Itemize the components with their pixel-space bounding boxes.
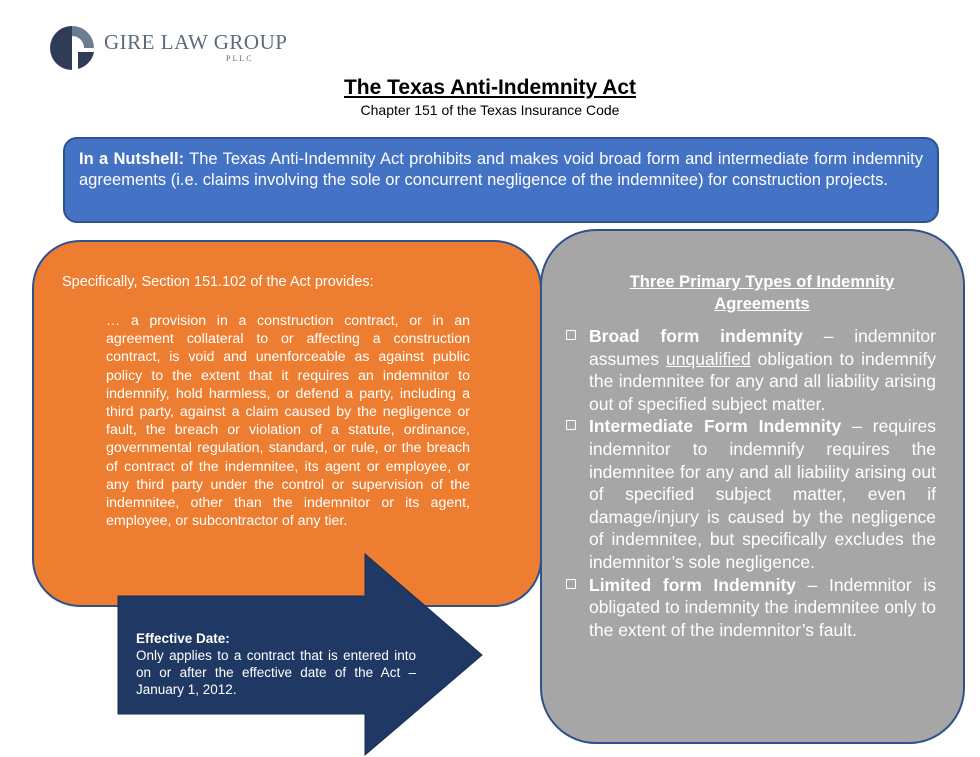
type-term: Broad form indemnity	[589, 326, 803, 346]
page-title: The Texas Anti-Indemnity Act	[343, 76, 637, 99]
type-term: Intermediate Form Indemnity	[589, 416, 842, 437]
nutshell-lead: In a Nutshell:	[79, 150, 185, 168]
list-item	[564, 325, 936, 415]
type-desc-pre: – indemnitor assumes	[589, 326, 936, 369]
logo-suffix: PLLC	[226, 54, 254, 63]
type-term: Limited form Indemnity	[589, 574, 797, 595]
indemnity-types-box	[540, 229, 965, 744]
company-logo	[48, 24, 288, 72]
effective-date-text	[136, 630, 416, 698]
checkbox-bullet-icon	[566, 579, 576, 589]
logo-name: GIRE LAW GROUP	[104, 30, 288, 54]
logo-mark-icon	[48, 24, 96, 72]
nutshell-banner	[63, 137, 939, 223]
type-desc: – requires indemnitor to indemnify requires the indemnitee for any and all liability arising out of specified subject matter, even if damage/injury is caused by the negligence of indemnitee, but specifically excludes the indemnitor’s sole negligence.	[589, 416, 936, 572]
effective-date-arrow	[117, 553, 483, 756]
list-item	[564, 574, 936, 642]
nutshell-text: The Texas Anti-Indemnity Act prohibits and makes void broad form and intermediate form indemnity agreements (i.e. claims involving the sole or concurrent negligence of the indemnitee) for construction projects.	[79, 150, 924, 189]
effective-date-label: Effective Date:	[136, 631, 230, 646]
provision-box	[32, 240, 542, 607]
type-desc-emph: unqualified	[666, 348, 751, 369]
page-subtitle: Chapter 151 of the Texas Insurance Code	[360, 102, 620, 118]
list-item	[564, 415, 936, 573]
provision-intro: Specifically, Section 151.102 of the Act provides:	[62, 274, 374, 290]
effective-date-body: Only applies to a contract that is entered into on or after the effective date of the Act – January 1, 2012.	[136, 648, 416, 697]
indemnity-types-list	[564, 325, 936, 641]
type-desc: – Indemnitor is obligated to indemnity the indemnitee only to the extent of the indemnitor’s fault.	[589, 574, 937, 640]
checkbox-bullet-icon	[566, 420, 576, 430]
provision-quote: … a provision in a construction contract, or in an agreement collateral to or affecting a construction contract, is void and unenforceable as against public policy to the extent that it requires an indemnitor to indemnify, hold harmless, or defend a party, including a third party, against a claim caused by the negligence or fault, the breach or violation of a statute, ordinance, governmental regulation, standard, or rule, or the breach of contract of the indemnitee, its agent or employee, or any third party under the control or supervision of the indemnitee, other than the indemnitor or its agent, employee, or subcontractor of any tier.	[106, 313, 470, 530]
checkbox-bullet-icon	[566, 330, 576, 340]
indemnity-types-heading: Three Primary Types of Indemnity Agreements	[629, 273, 895, 313]
type-desc-post: obligation to indemnify the indemnitee for any and all liability arising out of specified subject matter.	[589, 348, 937, 414]
